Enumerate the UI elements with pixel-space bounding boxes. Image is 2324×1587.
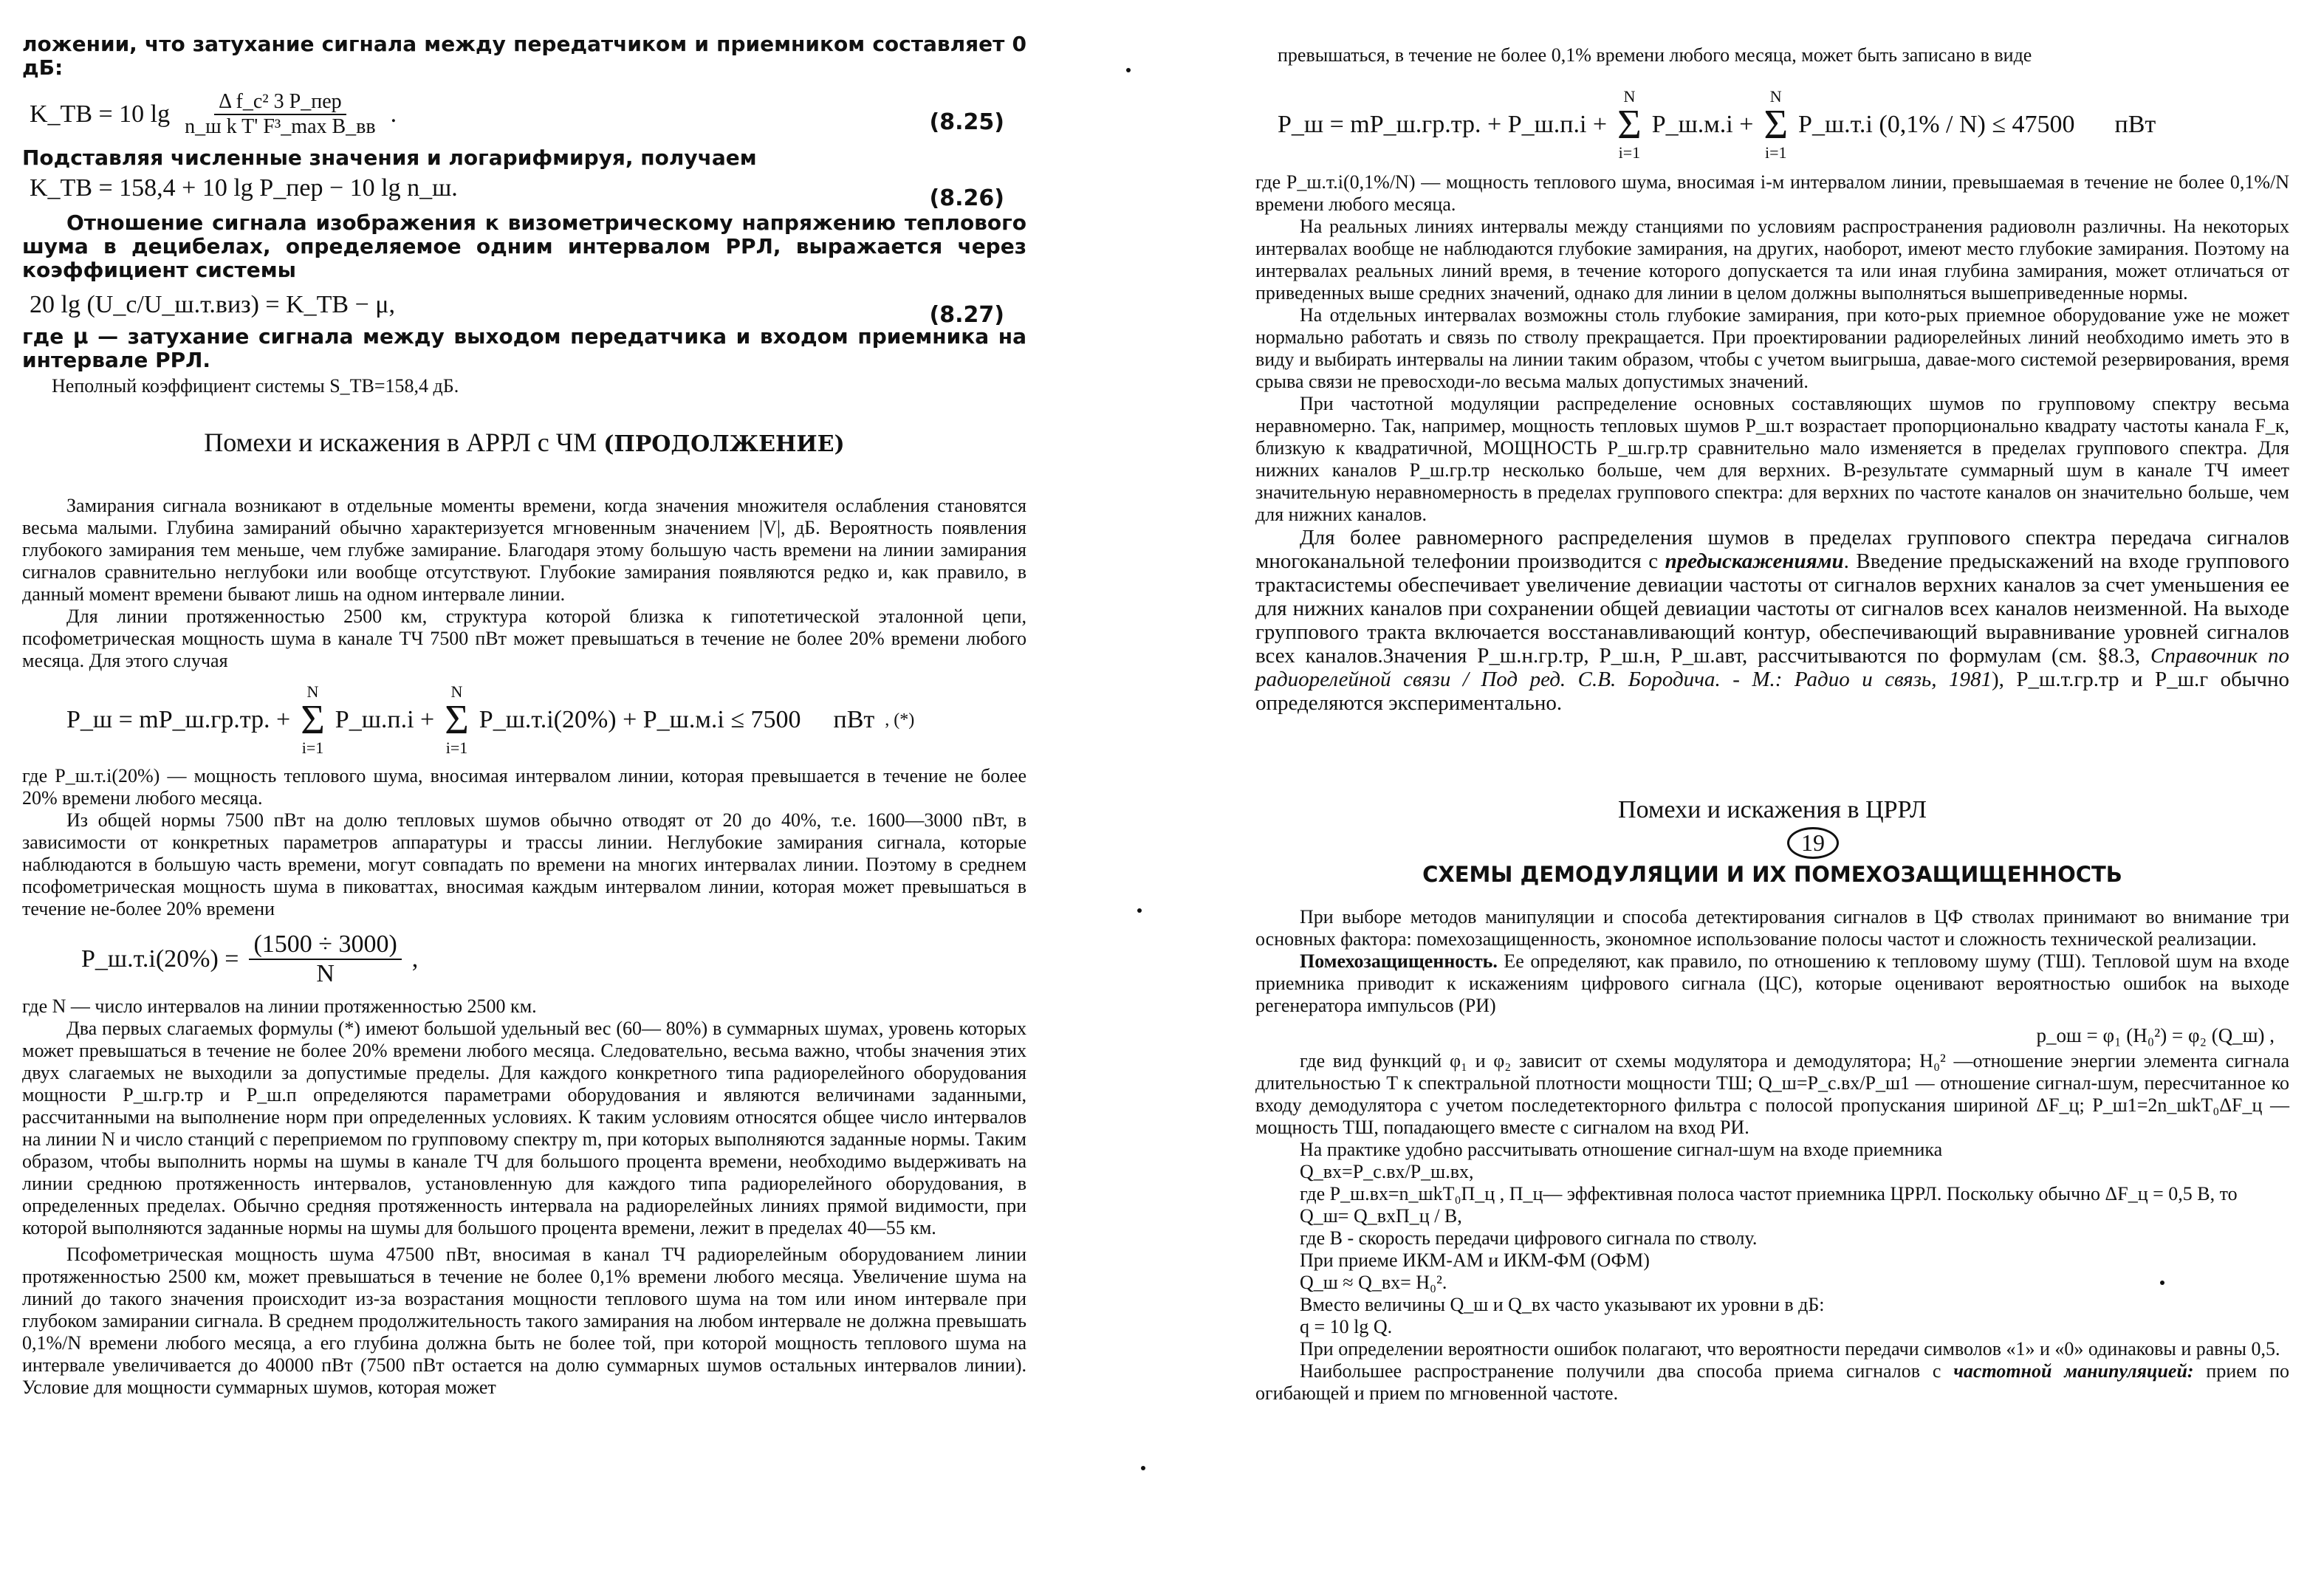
- deep-fading-paragraph: На отдельных интервалах возможны столь глубокие замирания, при кото-рых приемное оборудование уже не может нормально работать и связь по стволу прекращается. При проектировании радиорелейных линий необходимо иметь это в виду и выбирать интервалы на линии таким образом, чтобы с учетом выигрыша, давае-мого системой резервирования, время срыва связи не превосходи-ло весьма малых допустимых значений.: [1255, 304, 2289, 392]
- practice-paragraph: На практике удобно рассчитывать отношение сигнал-шум на входе приемника: [1300, 1139, 1943, 1160]
- section-heading-crrl: Помехи и искажения в ЦРРЛ: [1618, 796, 1927, 823]
- eq826-text: K_ТВ = 158,4 + 10 lg P_пер − 10 lg n_ш.: [30, 174, 458, 202]
- sum-symbol-1: N Σ i=1: [301, 682, 325, 757]
- eq825-tag: (8.25): [929, 109, 1004, 136]
- equation-main: P_ш = mP_ш.гр.тр. + P_ш.п.i + N Σ i=1 P_ш.м.i + N Σ i=1 P_ш.т.i (0,1% / N) ≤ 47500 пВт: [1278, 87, 2156, 162]
- n-definition: где N — число интервалов на линии протяженностью 2500 км.: [22, 995, 537, 1017]
- sum-symbol-2: N Σ i=1: [445, 682, 469, 757]
- probability-assumption: При определении вероятности ошибок полагают, что вероятности передачи символов «1» и «0» одинаковы и равны 0,5.: [1300, 1338, 2280, 1360]
- two-terms-paragraph: Два первых слагаемых формулы (*) имеют большой удельный вес (60— 80%) в суммарных шумах, уровень которых может превышаться в течение не более 20% времени любого месяца. Следовательно, весьма важно, чтобы значения этих двух слагаемых не выходили за допустимые пределы. Для каждого конкретного типа радиорелейного оборудования мощности P_ш.гр.тр и P_ш.п определяются параметрами оборудования и являются величинами заданными, рассчитанными на выполнение норм при определенных условиях. К таким условиям относятся общее число интервалов на линии N и число станций с переприемом по групповому спектру m, при которых выполняются заданные нормы. Таким образом, чтобы выполнить нормы на шумы в канале ТЧ для большого процента времени, необходимо выдерживать на линии среднюю протяженность интервалов, установленную для каждого типа радиорелейного оборудования, в определенных пределах. Обычно средняя протяженность интервала на радиорелейных линиях прямой видимости, при которой выполняются заданные нормы на шумы для большого процента времени, лежит в пределах 40—55 км.: [22, 1018, 1026, 1238]
- full-coefficient-note: Неполный коэффициент системы S_ТВ=158,4 дБ.: [52, 375, 459, 397]
- line-length-paragraph: Для линии протяженностью 2500 км, структура которой близка к гипотетической эталонной цепи, псофометрическая мощность шума в канале ТЧ 7500 пВт может превышаться в течение не более 20% времени любого месяца. Для этого случая: [22, 606, 1026, 671]
- error-probability-formula: p_ош = φ₁ (H₀²) = φ₂ (Q_ш) ,: [2036, 1024, 2275, 1046]
- left-top-paragraph: ложении, что затухание сигнала между передатчиком и приемником составляет 0 дБ:: [22, 32, 1026, 80]
- right-page: [1255, 0, 2289, 1405]
- section-heading-arrl: Помехи и искажения в АРРЛ с ЧМ (ПРОДОЛЖЕНИЕ): [204, 428, 845, 457]
- scan-speck: [1126, 68, 1131, 72]
- demodulation-subheading: СХЕМЫ ДЕМОДУЛЯЦИИ И ИХ ПОМЕХОЗАЩИЩЕННОСТЬ: [1422, 862, 2122, 887]
- equation-fraction: P_ш.т.i(20%) = $\frac{(1500 \div 3000)}{N}$ ,: [81, 930, 419, 987]
- scan-speck: [1141, 1466, 1145, 1470]
- eq825-numerator: Δ f_c² 3 P_пер: [214, 90, 346, 115]
- fading-paragraph: Замирания сигнала возникают в отдельные моменты времени, когда значения множителя ослабления становятся весьма малыми. Глубина замираний обычно характеризуется мгновенным значением |V|, дБ. Вероятность появления глубокого замирания тем меньше, чем глубже замирание. Благодаря этому большую часть времени на линии замирания сигналов сравнительно неглубоки или вообще отсутствуют. Глубокие замирания появляются редко и, как правило, в данный момент времени бывают лишь на одном интервале линии.: [22, 495, 1026, 605]
- equation-star: P_ш = mP_ш.гр.тр. + N Σ i=1 P_ш.п.i + N Σ i=1 P_ш.т.i(20%) + P_ш.м.i ≤ 7500 пВт , (*): [66, 682, 915, 757]
- scan-speck: [2160, 1281, 2164, 1285]
- equation-8-26: [30, 174, 1026, 212]
- psophometric-paragraph: Псофометрическая мощность шума 47500 пВт, вносимая в канал ТЧ радиорелейным оборудованием линии протяженностью 2500 км, может превышаться в течение не более 0,1% времени любого месяца. Увеличение шума на линий до такого значения происходит из-за возрастания мощности теплового шума на том или ином интервале при глубоком замирании сигнала. В среднем продолжительность такого замирания на любом интервале не должна превышать 0,1%/N времени любого месяца, а его глубина должна быть не более той, при которой мощность теплового шума на интервале увеличивается до 40000 пВт (7500 пВт остается на долю суммарных шумов остальных интервалов линии). Условие для мощности суммарных шумов, которая может: [22, 1244, 1026, 1398]
- substitution-paragraph: Подставляя численные значения и логарифмируя, получаем: [22, 145, 757, 170]
- noise-immunity-paragraph: Помехозащищенность. Ее определяют, как правило, по отношению к тепловому шуму (ТШ). Тепловой шум на входе приемника приводит к искажениям цифрового сигнала (ЦС), которые оценивают вероятностью ошибок на выходе регенератора импульсов (РИ): [1255, 950, 2289, 1016]
- thermal-noise-definition-right: где P_ш.т.i(0,1%/N) — мощность теплового шума, вносимая i-м интервалом линии, превышаемая в течение не более 0,1%/N времени любого месяца.: [1255, 171, 2289, 215]
- p-noise-input: где P_ш.вх=n_шkT₀П_ц , П_ц— эффективная полоса частот приемника ЦРРЛ. Поскольку обычно ΔF_ц = 0,5 B, то: [1300, 1183, 2238, 1204]
- levels-line: Вместо величины Q_ш и Q_вх часто указывают их уровни в дБ:: [1300, 1294, 1825, 1315]
- equation-8-25: K_ТВ = 10 lg $\frac{\text{Δ f\_c² 3 P\_пер}}{\text{n\_ш k T' F³\_max B\_вв}}$ . (8.25): [30, 90, 1004, 138]
- eq825-fraction: [180, 90, 380, 139]
- scan-speck: [1137, 908, 1142, 913]
- equation-8-27: [30, 291, 1026, 329]
- q-approx: Q_ш ≈ Q_вх= H₀².: [1300, 1272, 1447, 1293]
- mu-paragraph: где μ — затухание сигнала между выходом передатчика и входом приемника на интервале РРЛ.: [22, 324, 1026, 372]
- left-page: [22, 0, 1026, 1399]
- right-top-paragraph: превышаться, в течение не более 0,1% времени любого месяца, может быть записано в виде: [1278, 44, 2032, 66]
- fsk-paragraph: Наибольшее распространение получили два способа приема сигналов с частотной манипуляцией: прием по огибающей и прием по мгновенной частоте.: [1255, 1360, 2289, 1404]
- thermal-noise-definition: где P_ш.т.i(20%) — мощность теплового шума, вносимая интервалом линии, которая превышается в течение не более 20% времени любого месяца.: [22, 765, 1026, 809]
- circled-number: 19: [1787, 827, 1839, 859]
- q-db-formula: q = 10 lg Q.: [1300, 1316, 1393, 1337]
- real-lines-paragraph: На реальных линиях интервалы между станциями по условиям распространения радиоволн различны. На некоторых интервалах вообще не наблюдаются глубокие замирания, на других, наоборот, имеют место глубокие замирания. Поэтому на интервалах реальных линий время, в течение которого допускается та или иная глубина замирания, может отличаться от приведенных выше средних значений, однако для линии в целом должны выполняться вышеприведенные нормы.: [1255, 216, 2289, 304]
- eq827-text: 20 lg (U_c/U_ш.т.виз) = K_ТВ − μ,: [30, 291, 395, 318]
- eq825-lhs: K_ТВ = 10 lg: [30, 100, 171, 128]
- q-input-formula: Q_вх=P_с.вх/P_ш.вх,: [1300, 1161, 1474, 1182]
- q-noise-formula: Q_ш= Q_вхП_ц / B,: [1300, 1205, 1462, 1227]
- ikm-line: При приеме ИКМ-АМ и ИКМ-ФМ (ОФМ): [1300, 1250, 1650, 1271]
- eq825-denominator: n_ш k T' F³_max B_вв: [185, 115, 376, 138]
- fm-distribution-paragraph: При частотной модуляции распределение основных составляющих шумов по групповому спектру весьма неравномерно. Так, например, мощность тепловых шумов P_ш.т возрастает пропорционально квадрату частоты канала F_к, близкую к квадратичной, МОЩНОСТЬ P_ш.гр.тр сравнительно мало изменяется в пределах группового спектра. Для нижних каналов P_ш.гр.тр несколько больше, чем для верхних. В-результате суммарный шум в канале ТЧ имеет значительную неравномерность в пределах группового спектра: для верхних по частоте каналов он значительно больше, чем для нижних каналов.: [1255, 393, 2289, 525]
- ratio-paragraph: Отношение сигнала изображения к визометрическому напряжению теплового шума в децибелах, определяемое одним интервалом РРЛ, выражается через коэффициент системы: [22, 210, 1026, 282]
- eq827-tag: (8.27): [929, 302, 1004, 329]
- pre-emphasis-paragraph: Для более равномерного распределения шумов в пределах группового спектра передача сигналов многоканальной телефонии производится с предыскажениями. Введение предыскажений на входе группового трактасистемы обеспечивает увеличение девиации частоты от сигналов верхних каналов за счет уменьшения ее для нижних каналов при сохранении общей девиации частоты от сигналов всех каналов неизменной. На выходе группового тракта включается восстанавливающий контур, обеспечивающий выравнивание уровней сигналов всех каналов.Значения P_ш.н.гр.тр, P_ш.н, P_ш.авт, рассчитываются по формулам (см. §8.3, Справочник по радиорелейной связи / Под ред. С.В. Бородича. - М.: Радио и связь, 1981), P_ш.т.гр.тр и P_ш.г обычно определяются экспериментально.: [1255, 526, 2290, 715]
- functions-definition: где вид функций φ₁ и φ₂ зависит от схемы модулятора и демодулятора; H₀² —отношение энергии элемента сигнала длительностью T к спектральной плотности мощности ТШ; Q_ш=P_с.вх/P_ш1 — отношение сигнал-шум, пересчитанное ко входу демодулятора с учетом последетекторного фильтра с полосой пропускания шириной ΔF_ц; P_ш1=2n_шkT₀ΔF_ц — мощность ТШ, попадающего вместе с сигналом на вход РИ.: [1255, 1050, 2289, 1138]
- methods-paragraph: При выборе методов манипуляции и способа детектирования сигналов в ЦФ стволах принимают во внимание три основных фактора: помехозащищенность, экономное использование полосы частот и сложность технической реализации.: [1255, 906, 2289, 950]
- eq826-tag: (8.26): [929, 185, 1004, 212]
- b-definition: где B - скорость передачи цифрового сигнала по стволу.: [1300, 1227, 1758, 1249]
- noise-norm-paragraph: Из общей нормы 7500 пВт на долю тепловых шумов обычно отводят от 20 до 40%, т.е. 1600—3000 пВт, в зависимости от конкретных параметров аппаратуры и трассы линии. Неглубокие замирания сигнала, которые наблюдаются в большую часть времени, могут совпадать по времени на многих интервалах линии. Поэтому в среднем псофометрическая мощность шума в пиковаттах, вносимая каждым интервалом линии, которая может превышаться в течение не-более 20% времени: [22, 809, 1026, 919]
